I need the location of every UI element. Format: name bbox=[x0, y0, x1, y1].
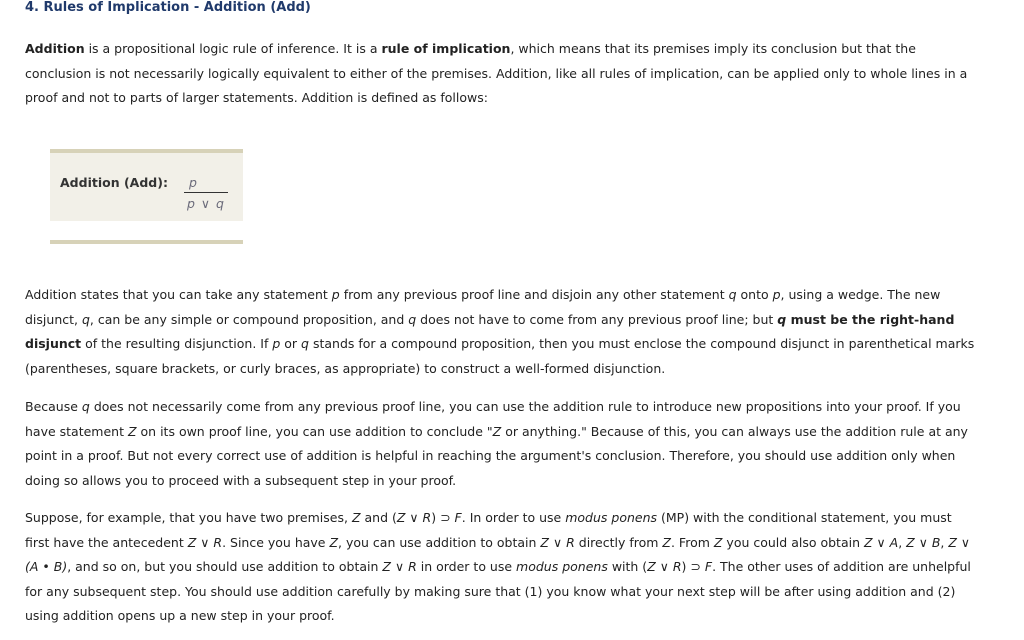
rule-label: Addition (Add): bbox=[60, 175, 168, 190]
fraction-line bbox=[184, 192, 228, 193]
example-paragraph: Suppose, for example, that you have two premises, Z and (Z ∨ R) ⊃ F. In order to use modus ponens (MP) with the conditional statement, you must first have the antecedent Z ∨ R. Since you have Z, you can use addition to obtain Z ∨ R directly from Z. From Z you could also obtain Z ∨ A, Z ∨ B, Z ∨ (A • B), and so on, but you should use addition to obtain Z ∨ R in order to use modus ponens with (Z ∨ R) ⊃ F. The other uses of addition are unhelpful for any subsequent step. You should use addition carefully by making sure that (1) you know what your next step will be after using addition and (2) using addition opens up a new step in your proof. bbox=[25, 510, 971, 624]
introduce-propositions-paragraph: Because q does not necessarily come from any previous proof line, you can use the addition rule to introduce new propositions into your proof. If you have statement Z on its own proof line, you can use addition to conclude "Z or anything." Because of this, you can always use the addition rule at any point in a proof. But not every correct use of addition is helpful in reaching the argument's conclusion. Therefore, you should use addition only when doing so allows you to proceed with a subsequent step in your proof. bbox=[25, 399, 968, 488]
rule-definition-box bbox=[50, 149, 243, 244]
intro-paragraph: Addition is a propositional logic rule of inference. It is a rule of implication, which means that its premises imply its conclusion but that the conclusion is not necessarily logically equivalent to either of the premises. Addition, like all rules of implication, can be applied only to whole lines in a proof and not to parts of larger statements. Addition is defined as follows: bbox=[25, 41, 968, 106]
explanation-paragraph: Addition states that you can take any statement p from any previous proof line and disjoin any other statement q onto p, using a wedge. The new disjunct, q, can be any simple or compound proposition, and q does not have to come from any previous proof line; but q must be the right-hand disjunct of the resulting disjunction. If p or q stands for a compound proposition, then you must enclose the compound disjunct in parenthetical marks (parentheses, square brackets, or curly braces, as appropriate) to construct a well-formed disjunction. bbox=[25, 287, 975, 376]
bottom-divider bbox=[50, 240, 243, 244]
rule-fraction bbox=[184, 175, 228, 211]
rule-conclusion: p ∨ q bbox=[187, 196, 225, 211]
rule-premise: p bbox=[189, 175, 197, 190]
section-heading: 4. Rules of Implication - Addition (Add) bbox=[25, 0, 311, 15]
